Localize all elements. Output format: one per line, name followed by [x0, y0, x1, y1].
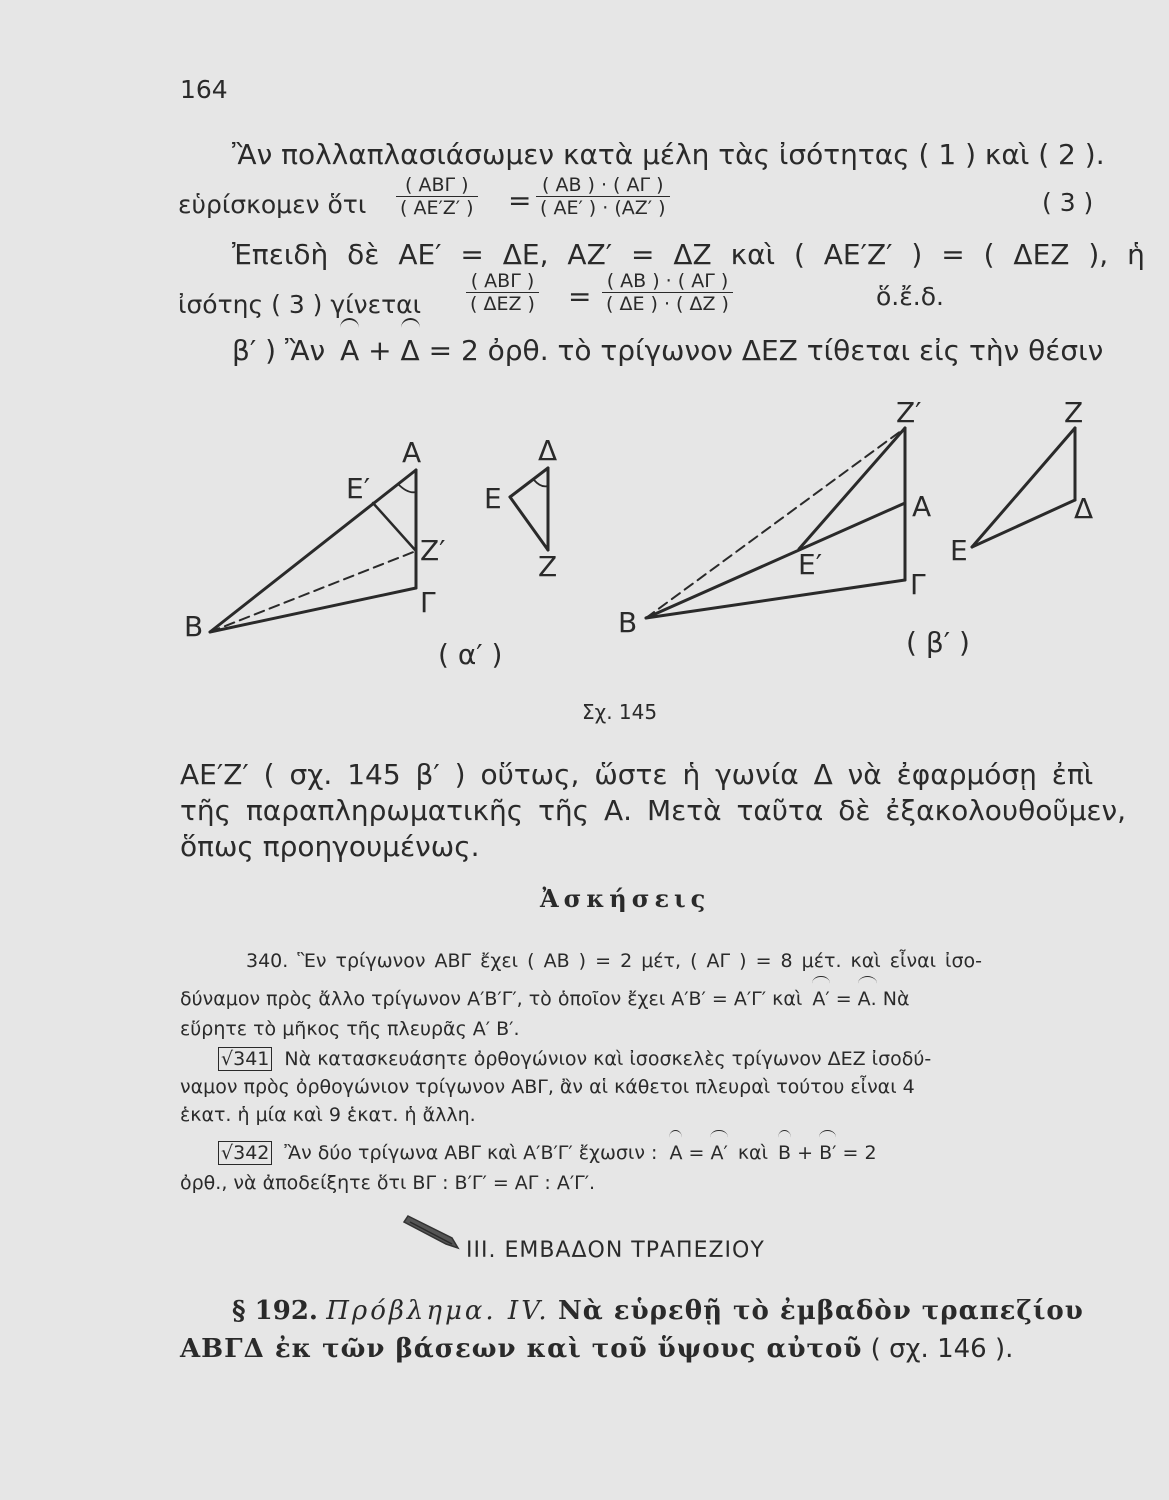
fraction-numerator: ( ΑΒ ) · ( ΑΓ ): [542, 174, 664, 196]
exercise-342-line-2: ὀρθ., νὰ ἀποδείξητε ὅτι ΒΓ : Β′Γ′ = ΑΓ : Α′Γ′.: [180, 1172, 596, 1194]
fraction-denominator: ( ΑΕ′Ζ′ ): [396, 196, 478, 219]
exercise-341-number: √341: [218, 1047, 272, 1071]
label-g: Γ: [420, 586, 436, 619]
label-b: Β: [184, 610, 204, 643]
label-e-c: Ε: [950, 534, 968, 567]
page-number: 164: [180, 75, 228, 104]
equals-sign: =: [688, 1142, 705, 1164]
text-line-7: τῆς παραπληρωματικῆς τῆς Α. Μετὰ ταῦτα δὲ ἐξακολουθοῦμεν,: [180, 794, 1127, 827]
exercise-340-line-2-post: Νὰ: [882, 988, 910, 1010]
exercise-342-post: = 2: [842, 1142, 877, 1164]
exercises-heading: Ἀσκήσεις: [540, 884, 711, 913]
label-e1: Ε′: [346, 472, 371, 505]
label-z1: Ζ′: [420, 534, 446, 567]
plus-sign: +: [368, 334, 392, 367]
label-g-b: Γ: [910, 568, 926, 601]
figure-sublabel-a: ( α′ ): [438, 638, 503, 671]
paragraph-192-line-1: [232, 1296, 1084, 1326]
label-z: Ζ: [538, 550, 558, 583]
fraction-numerator: ( ΑΒΓ ): [470, 270, 535, 292]
exercise-342-number: √342: [218, 1141, 272, 1165]
problem-text-part-2: ΑΒΓΔ ἐκ τῶν βάσεων καὶ τοῦ ὕψους αὐτοῦ: [180, 1334, 863, 1364]
exercise-340-line-3: εὕρητε τὸ μῆκος τῆς πλευρᾶς Α′ Β′.: [180, 1018, 520, 1040]
text-line-5-pre: β′ ) Ἂν: [232, 334, 326, 367]
label-e: Ε: [484, 482, 502, 515]
angle-b: Β: [778, 1142, 792, 1164]
paragraph-192-line-2: [180, 1334, 1013, 1364]
label-d: Δ: [538, 434, 558, 467]
angle-b-prime: Β′: [819, 1142, 837, 1164]
problem-label: Πρόβλημα. IV.: [326, 1296, 550, 1326]
fraction-numerator: ( ΑΒ ) · ( ΑΓ ): [606, 270, 729, 292]
text-line-2-lead: εὑρίσκομεν ὅτι: [178, 190, 367, 219]
plus-sign: +: [797, 1142, 814, 1164]
fraction-denominator: ( ΔΕΖ ): [466, 292, 539, 315]
equals-sign: =: [508, 184, 532, 217]
angle-a: Α.: [857, 988, 877, 1010]
label-b-b: Β: [618, 606, 638, 639]
angle-a-prime: Α′: [812, 988, 830, 1010]
label-z1-b: Ζ′: [896, 396, 922, 429]
text-line-4-lead: ἰσότης ( 3 ) γίνεται: [178, 290, 422, 319]
text-line-1: Ἂν πολλαπλασιάσωμεν κατὰ μέλη τὰς ἰσότητας ( 1 ) καὶ ( 2 ).: [232, 138, 1105, 171]
angle-a: Α: [669, 1142, 683, 1164]
text-line-8: ὅπως προηγουμένως.: [180, 830, 480, 863]
exercise-341-text: Νὰ κατασκευάσητε ὀρθογώνιον καὶ ἰσοσκελὲς τρίγωνον ΔΕΖ ἰσοδύ-: [284, 1048, 932, 1070]
label-e1-b: Ε′: [798, 548, 823, 581]
problem-text-part-1: Νὰ εὑρεθῇ τὸ ἐμβαδὸν τραπεζίου: [557, 1296, 1084, 1326]
equation-number-3: ( 3 ): [1042, 188, 1094, 217]
equals-sign: =: [835, 988, 852, 1010]
angle-a-prime: Α′: [710, 1142, 728, 1164]
fraction-denominator: ( ΑΕ′ ) · (ΑΖ′ ): [536, 196, 670, 219]
angle-a: Α: [340, 334, 360, 367]
figure-sublabel-b: ( β′ ): [906, 626, 970, 659]
figure-caption: Σχ. 145: [582, 700, 658, 724]
fraction-denominator: ( ΔΕ ) · ( ΔΖ ): [602, 292, 733, 315]
section-number-192: § 192.: [232, 1296, 318, 1326]
section-heading-iii: ΙΙΙ. ΕΜΒΑΔΟΝ ΤΡΑΠΕΖΙΟΥ: [466, 1238, 765, 1263]
label-a-b: Α: [912, 490, 932, 523]
exercise-340-line-2-pre: δύναμον πρὸς ἄλλο τρίγωνον Α′Β′Γ′, τὸ ὁποῖον ἔχει Α′Β′ = Α′Γ′ καὶ: [180, 988, 803, 1010]
exercise-341-line-3: ἑκατ. ἡ μία καὶ 9 ἑκατ. ἡ ἄλλη.: [180, 1104, 476, 1126]
qed-mark: ὅ.ἔ.δ.: [876, 282, 944, 311]
text-line-6: ΑΕ′Ζ′ ( σχ. 145 β′ ) οὕτως, ὥστε ἡ γωνία Δ νὰ ἐφαρμόσῃ ἐπὶ: [180, 758, 1094, 791]
label-z-c: Ζ: [1064, 396, 1084, 429]
text-line-5-post: = 2 ὀρθ. τὸ τρίγωνον ΔΕΖ τίθεται εἰς τὴν θέσιν: [428, 334, 1104, 367]
exercise-342-text: Ἂν δύο τρίγωνα ΑΒΓ καὶ Α′Β′Γ′ ἔχωσιν :: [284, 1142, 658, 1164]
conjunction-kai: καὶ: [737, 1142, 768, 1164]
fraction-numerator: ( ΑΒΓ ): [405, 174, 469, 196]
angle-d: Δ: [400, 334, 420, 367]
equals-sign: =: [568, 280, 592, 313]
exercise-341-line-2: ναμον πρὸς ὀρθογώνιον τρίγωνον ΑΒΓ, ἂν αἱ κάθετοι πλευραὶ τούτου εἶναι 4: [180, 1076, 915, 1098]
figure-reference-146: ( σχ. 146 ).: [870, 1334, 1014, 1364]
exercise-340-line-1: 340. Ἓν τρίγωνον ΑΒΓ ἔχει ( ΑΒ ) = 2 μέτ, ( ΑΓ ) = 8 μέτ. καὶ εἶναι ἰσο-: [246, 950, 983, 972]
label-d-c: Δ: [1074, 492, 1094, 525]
text-line-3: Ἐπειδὴ δὲ ΑΕ′ = ΔΕ, ΑΖ′ = ΔΖ καὶ ( ΑΕ′Ζ′ ) = ( ΔΕΖ ), ἡ: [232, 238, 1145, 271]
label-a: Α: [402, 436, 422, 469]
